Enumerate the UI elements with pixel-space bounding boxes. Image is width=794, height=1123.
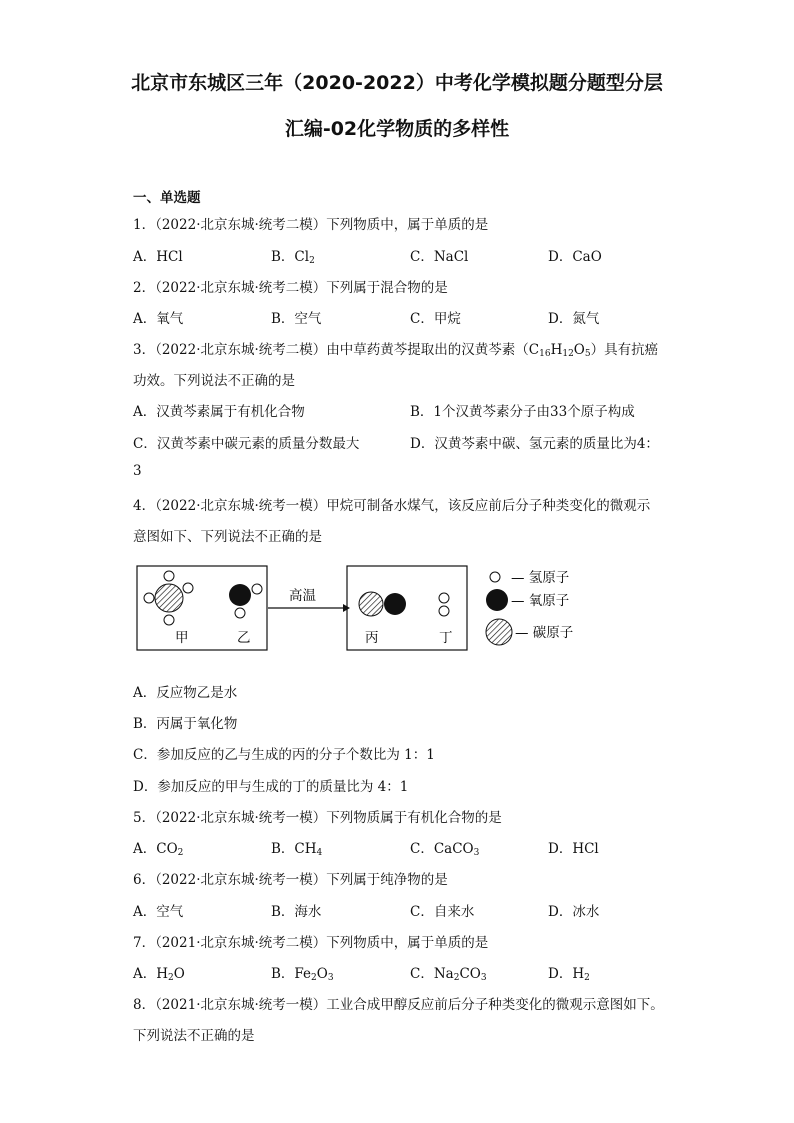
q3-option-b: B．1个汉黄芩素分子由33个原子构成 <box>410 404 635 420</box>
q1-option-a: A．HCl <box>133 249 183 265</box>
label-bing: 丙 <box>365 630 379 646</box>
q5-stem: 5．（2022·北京东城·统考一模）下列物质属于有机化合物的是 <box>133 810 502 826</box>
q8-stem: 8．（2021·北京东城·统考一模）工业合成甲醇反应前后分子种类变化的微观示意图如下。 <box>133 997 664 1013</box>
q7-option-d: D．$H_2$ <box>548 966 590 983</box>
q2-option-d: D．氮气 <box>548 311 600 327</box>
q8-stem-cont: 下列说法不正确的是 <box>133 1028 255 1044</box>
q6-option-a: A．空气 <box>133 904 184 920</box>
q5-option-c: C．CaCO$_3$ <box>410 841 480 858</box>
q6-stem: 6．（2022·北京东城·统考一模）下列属于纯净物的是 <box>133 872 448 888</box>
q3-stem: 3．（2022·北京东城·统考二模）由中草药黄芩提取出的汉黄芩素$(C_{16}H_{12}O_5)$具有抗癌 <box>133 342 659 359</box>
q2-option-c: C．甲烷 <box>410 311 461 327</box>
q6-option-b: B．海水 <box>271 904 322 920</box>
q2-stem: 2．（2022·北京东城·统考二模）下列属于混合物的是 <box>133 280 448 296</box>
q1-option-d: D．CaO <box>548 249 602 265</box>
q4-option-c: C．参加反应的乙与生成的丙的分子个数比为 1：1 <box>133 747 435 763</box>
q2-option-a: A．氧气 <box>133 311 184 327</box>
legend-c-icon <box>486 619 512 645</box>
legend-o-icon <box>486 589 508 611</box>
q4-stem-cont: 意图如下、下列说法不正确的是 <box>133 529 322 545</box>
co-molecule <box>359 592 406 616</box>
legend-h-icon <box>490 572 500 582</box>
q3-option-c: C．汉黄芩素中碳元素的质量分数最大 <box>133 436 360 452</box>
q1-option-c: C．NaCl <box>410 249 469 265</box>
doc-title-line1: 北京市东城区三年（2020-2022）中考化学模拟题分题型分层 <box>131 72 663 94</box>
legend-c: — 碳原子 <box>515 625 574 641</box>
q6-option-d: D．冰水 <box>548 904 600 920</box>
label-yi: 乙 <box>237 630 251 646</box>
legend-o: — 氧原子 <box>511 593 570 609</box>
q4-option-d: D．参加反应的甲与生成的丁的质量比为 4：1 <box>133 779 409 795</box>
q4-option-a: A．反应物乙是水 <box>133 685 238 701</box>
q1-stem: 1．（2022·北京东城·统考二模）下列物质中，属于单质的是 <box>133 217 489 233</box>
section-heading: 一、单选题 <box>133 190 201 206</box>
q7-option-c: C．$Na_2CO_3$ <box>410 966 487 983</box>
q3-option-d: D．汉黄芩素中碳、氢元素的质量比为4： <box>410 436 659 452</box>
q1-option-b: B．$Cl_2$ <box>271 249 315 266</box>
q3-stem-cont: 功效。下列说法不正确的是 <box>133 373 295 389</box>
q4-stem: 4．（2022·北京东城·统考一模）甲烷可制备水煤气，该反应前后分子种类变化的微观示 <box>133 498 651 514</box>
q7-stem: 7．（2021·北京东城·统考二模）下列物质中，属于单质的是 <box>133 935 489 951</box>
q5-option-a: A．$CO_2$ <box>133 841 184 858</box>
q6-option-c: C．自来水 <box>410 904 475 920</box>
label-jia: 甲 <box>175 630 189 646</box>
q2-option-b: B．空气 <box>271 311 322 327</box>
doc-title-line2: 汇编-02化学物质的多样性 <box>284 118 510 140</box>
methane-molecule <box>144 571 193 625</box>
q5-option-d: D．HCl <box>548 841 599 857</box>
water-molecule <box>229 584 262 618</box>
reaction-diagram <box>133 560 593 656</box>
q7-option-b: B．$Fe_2O_3$ <box>271 966 334 983</box>
q3-option-a: A．汉黄芩素属于有机化合物 <box>133 404 305 420</box>
h2-molecule <box>439 593 449 616</box>
condition-label: 高温 <box>289 588 316 604</box>
legend-h: — 氢原子 <box>511 570 570 586</box>
q7-option-a: A．$H_2O$ <box>133 966 185 983</box>
q3-option-d-cont: 3 <box>133 463 142 479</box>
q5-option-b: B．$CH_4$ <box>271 841 323 858</box>
label-ding: 丁 <box>439 630 453 646</box>
q4-option-b: B．丙属于氧化物 <box>133 716 238 732</box>
